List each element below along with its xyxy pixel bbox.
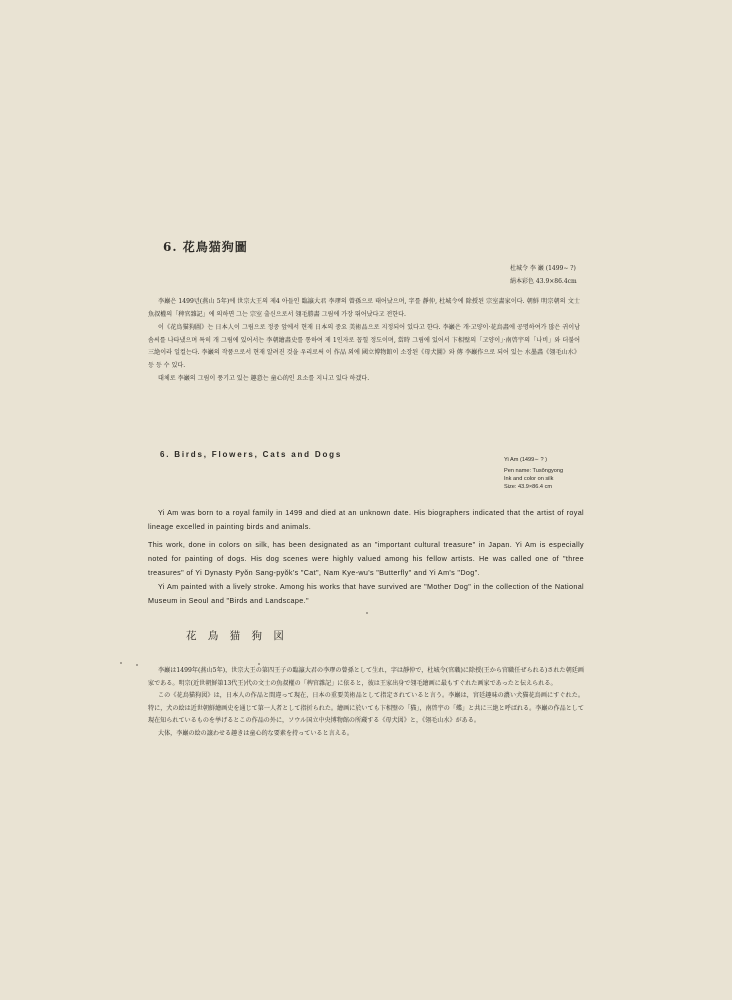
english-medium: Ink and color on silk xyxy=(504,476,554,482)
korean-medium: 絹本彩色 43.9×86.4cm xyxy=(510,278,577,285)
english-paragraph: Yi Am was born to a royal family in 1499 and died at an unknown date. His biographers indicated that the artist of royal lineage excelled in painting birds and animals. xyxy=(148,508,584,531)
english-pen-name: Pen name: Tusŏngyong xyxy=(504,468,564,474)
english-size: Size: 43.9×86.4 cm xyxy=(504,484,553,490)
english-description xyxy=(148,506,584,608)
korean-artist: 杜城令 李 巖 (1499∼ ?) xyxy=(510,265,576,272)
paper-speck xyxy=(258,663,260,665)
korean-title: 6. 花鳥猫狗圖 xyxy=(163,240,248,254)
japanese-paragraph: 李巖は1499年(燕山5年)，世宗大王の第四王子の臨瀛大君の李璆の曾孫として生れ，字は靜仲で，杜城令(官職)に除授(王から官職任ぜられる)された朝廷画家である。明宗(近世朝鮮第13代王)代の文士の魚叔權の「稗官雜記」に依ると，彼は王家出身で翎毛繪画に最もすぐれた画家であったと伝えられる。 xyxy=(148,667,584,687)
english-artwork-meta xyxy=(504,456,563,491)
paper-speck xyxy=(366,612,368,614)
japanese-paragraph: この《花鳥猫狗図》は，日本人の作品と間違って現在，日本の重要美術品として指定されていると言う。李巖は，宮廷趣味の濃い犬猫花鳥画にすぐれた。特に，犬の絵は近世朝鮮繪画史を通じて第一人者として指折られた。繪画に於いても卞相璧の「猫」，南啓宇の「蝶」と共に三絶と呼ばれる。李巖の作品として現在知られているものを挙げるとこの作品の外に，ソウル国立中央博物館の所蔵する《母犬図》と，《翎毛山水》がある。 xyxy=(148,692,584,725)
japanese-paragraph: 大体，李巖の絵の譲わせる趣きは童心的な要素を持っていると言える。 xyxy=(158,729,353,737)
korean-paragraph: 李巖은 1499년(燕山 5年)에 世宗大王의 제4 아들인 臨瀛大君 李璆의 曾孫으로 태어났으며, 字를 靜仲, 杜城令에 除授된 宗室畵家이다. 朝鮮 明宗朝의 文士 魚叔權의「稗官雜記」에 의하면 그는 宗室 출신으로서 翎毛勝畵 그림에 가장 뛰어났다고 전한다. xyxy=(148,298,580,318)
english-paragraph: This work, done in colors on silk, has been designated as an "important cultural treasure" in Japan. Yi Am is especially noted for painting of dogs. His dog scenes were highly valued among his fellow artists. He was called one of "three treasures" of Yi Dynasty Pyŏn Sang-pyŏk's "Cat", Nam Kye-wu's "Butterfly" and Yi Am's "Dog". xyxy=(148,540,584,577)
paper-speck xyxy=(136,664,138,666)
english-title: 6. Birds, Flowers, Cats and Dogs xyxy=(160,450,343,459)
japanese-title: 花 鳥 猫 狗 図 xyxy=(186,630,288,642)
english-artist: Yi Am (1499∼ ? ) xyxy=(504,457,548,463)
english-paragraph: Yi Am painted with a lively stroke. Among his works that have survived are "Mother Dog" in the collection of the National Museum in Seoul and "Birds and Landscape." xyxy=(148,582,584,605)
korean-paragraph: 대체로 李巖의 그림이 풍기고 있는 趣意는 童心的인 요소를 지니고 있다 하겠다. xyxy=(158,375,370,382)
japanese-description xyxy=(148,665,584,741)
korean-paragraph: 이《花鳥猫狗圖》는 日本人이 그림으로 정중 앞에서 현재 日本의 중요 美術品으로 지정되어 있다고 한다. 李巖은 개·고양이·花鳥畵에 공명하여가 많은 귀이남 솜씨를 나타냈으며 특히 개 그림에 있어서는 李朝繪畵史를 통하여 제 1인자로 꼽힐 정도이며, 當時 그림에 있어서 卞相壁의「고양이」·南啓宇의「나비」와 더불어 三絶이라 일컬는다. 李巖의 작품으로서 현재 알려진 것을 우리로써 이 作品 외에 國立博物館이 소장된《母犬圖》와 傳 李巖作으로 되어 있는 水墨畵《翎毛山水》등 등 수 있다. xyxy=(148,324,580,369)
korean-description xyxy=(148,296,580,387)
korean-artwork-meta xyxy=(510,262,577,288)
paper-speck xyxy=(120,662,122,664)
